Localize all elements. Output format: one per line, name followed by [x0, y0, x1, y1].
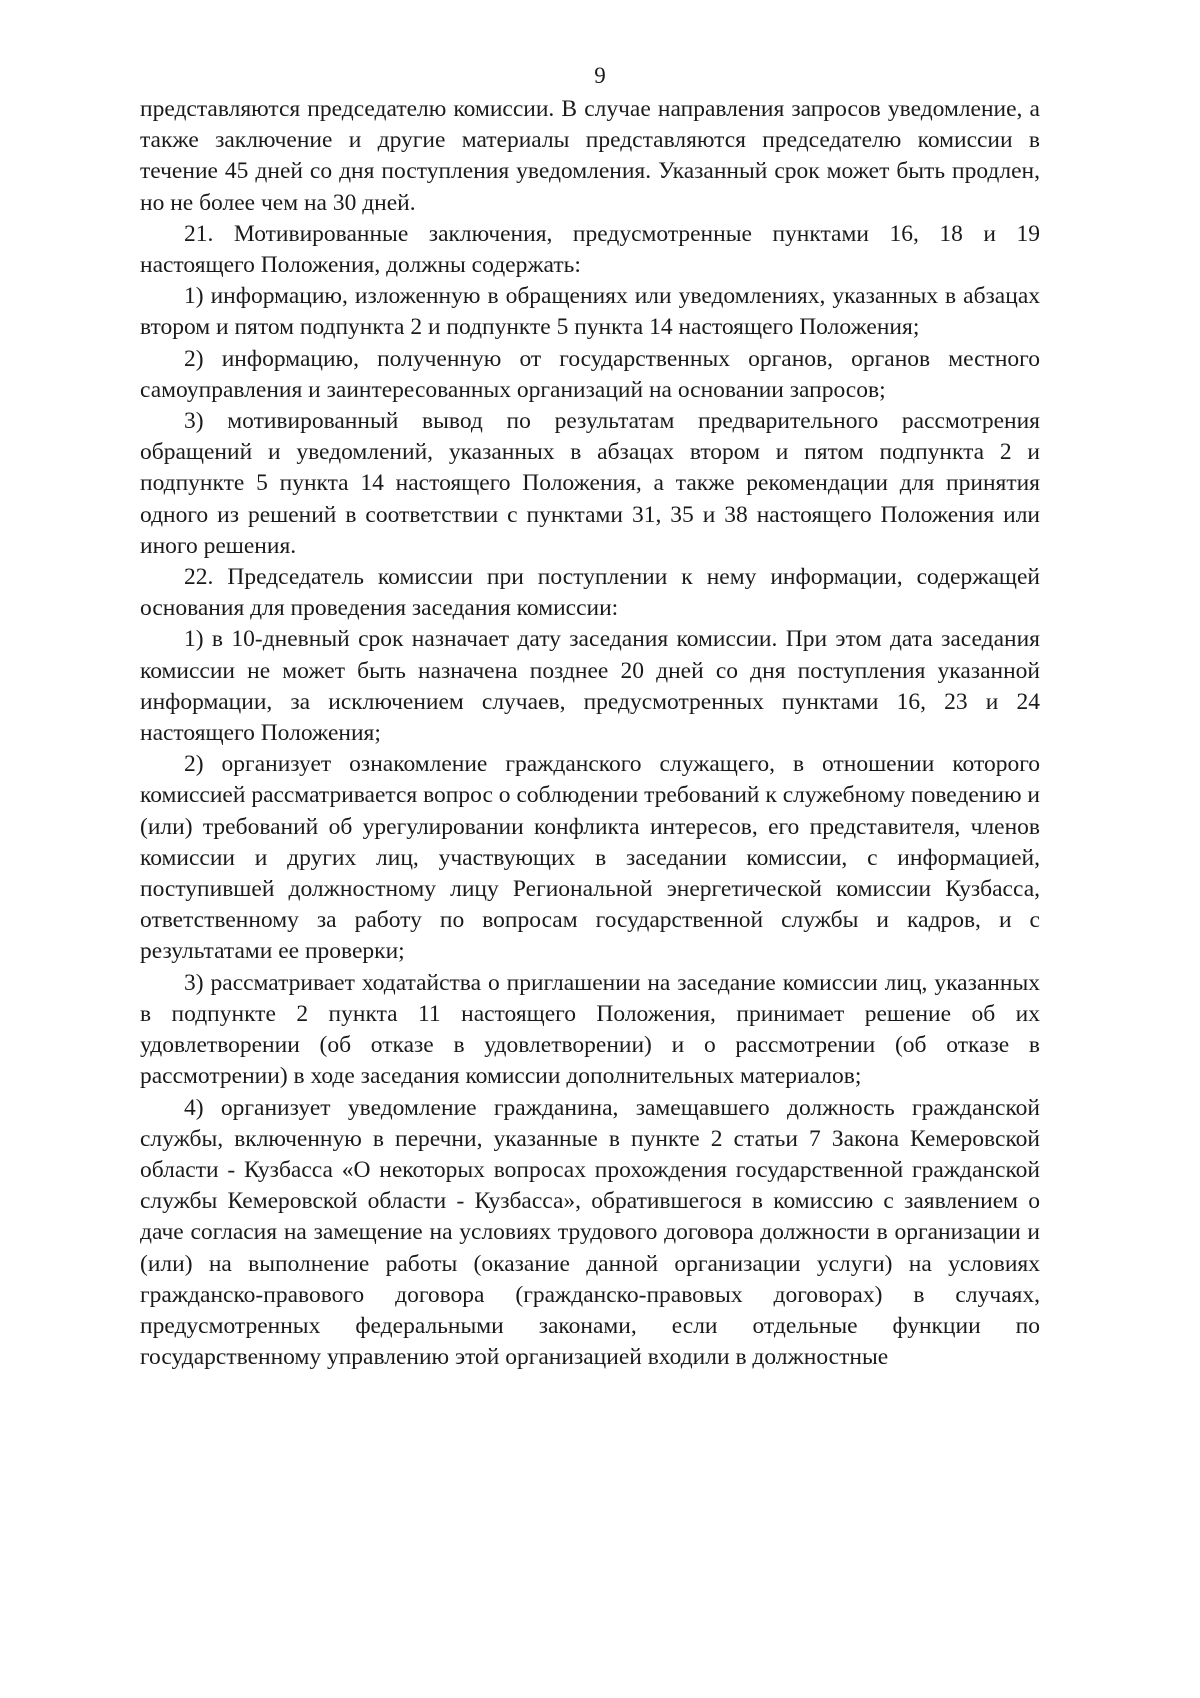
paragraph-subitem: 1) в 10-дневный срок назначает дату заседания комиссии. При этом дата заседания комиссии не может быть назначена позднее 20 дней со дня поступления указанной информации, за исключением случаев, предусмотренных пунктами 16, 23 и 24 настоящего Положения; — [140, 626, 1040, 747]
paragraph-item-21: 21. Мотивированные заключения, предусмотренные пунктами 16, 18 и 19 настоящего Положения, должны содержать: — [140, 220, 1040, 279]
paragraph-subitem: 1) информацию, изложенную в обращениях или уведомлениях, указанных в абзацах втором и пятом подпункта 2 и подпункте 5 пункта 14 настоящего Положения; — [140, 283, 1040, 341]
document-body — [140, 94, 1040, 1373]
paragraph-subitem: 2) организует ознакомление гражданского служащего, в отношении которого комиссией рассматривается вопрос о соблюдении требований к служебному поведению и (или) требований об урегулировании конфликта интересов, его представителя, членов комиссии и других лиц, участвующих в заседании комиссии, с информацией, поступившей должностному лицу Региональной энергетической комиссии Кузбасса, ответственному за работу по вопросам государственной службы и кадров, и с результатами ее проверки; — [140, 751, 1040, 965]
paragraph-item-22: 22. Председатель комиссии при поступлении к нему информации, содержащей основания для проведения заседания комиссии: — [140, 564, 1040, 622]
page-number: 9 — [594, 63, 606, 88]
paragraph-subitem: 3) мотивированный вывод по результатам предварительного рассмотрения обращений и уведомлений, указанных в абзацах втором и пятом подпункта 2 и подпункте 5 пункта 14 настоящего Положения, а также рекомендации для принятия одного из решений в соответствии с пунктами 31, 35 и 38 настоящего Положения или иного решения. — [140, 408, 1040, 559]
paragraph-continuation: представляются председателю комиссии. В случае направления запросов уведомление, а также заключение и другие материалы представляются председателю комиссии в течение 45 дней со дня поступления уведомления. Указанный срок может быть продлен, но не более чем на 30 дней. — [140, 96, 1040, 216]
paragraph-subitem: 4) организует уведомление гражданина, замещавшего должность гражданской службы, включенную в перечни, указанные в пункте 2 статьи 7 Закона Кемеровской области - Кузбасса «О некоторых вопросах прохождения государственной гражданской службы Кемеровской области - Кузбасса», обратившегося в комиссию с заявлением о даче согласия на замещение на условиях трудового договора должности в организации и (или) на выполнение работы (оказание данной организации услуги) на условиях гражданско-правового договора (гражданско-правовых договорах) в случаях, предусмотренных федеральными законами, если отдельные функции по государственному управлению этой организацией входили в должностные — [140, 1094, 1040, 1371]
paragraph-subitem: 2) информацию, полученную от государственных органов, органов местного самоуправления и заинтересованных организаций на основании запросов; — [140, 345, 1040, 403]
paragraph-subitem: 3) рассматривает ходатайства о приглашении на заседание комиссии лиц, указанных в подпункте 2 пункта 11 настоящего Положения, принимает решение об их удовлетворении (об отказе в удовлетворении) и о рассмотрении (об отказе в рассмотрении) в ходе заседания комиссии дополнительных материалов; — [140, 969, 1040, 1090]
